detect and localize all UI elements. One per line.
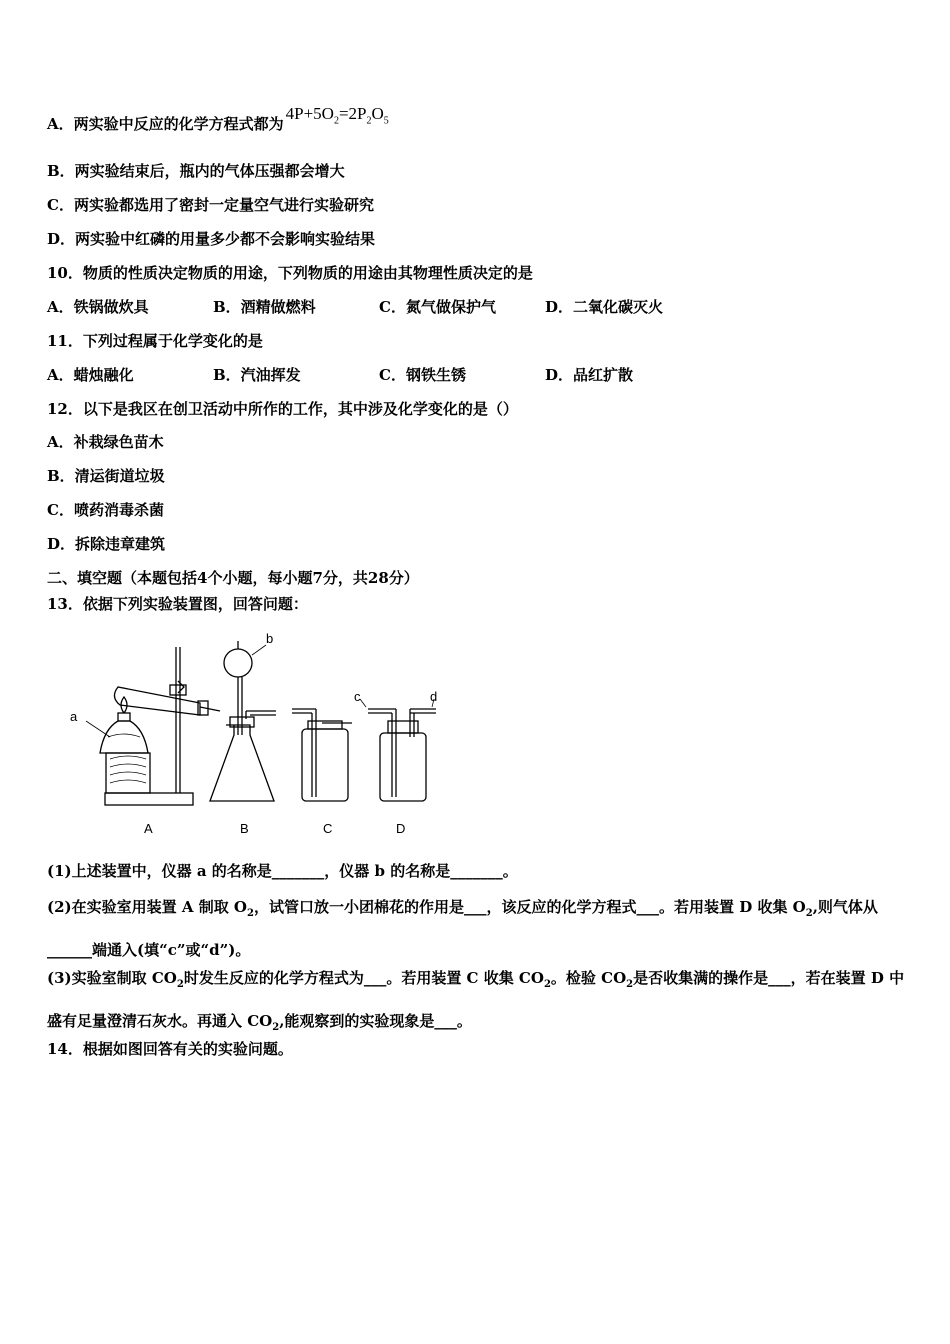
q13-part3-text: 。检验 CO	[550, 969, 627, 987]
q12-option-d: D．拆除违章建筑	[47, 535, 166, 553]
gas-bottle-c	[302, 729, 348, 801]
formula-sub: 2	[333, 115, 339, 127]
q13-part2-text: ，试管口放一小团棉花的作用是___，该反应的化学方程式___。若用装置 D 收集 O	[253, 898, 806, 916]
q9-option-a-text: A．两实验中反应的化学方程式都为	[47, 115, 284, 133]
q10-option-d: D．二氧化碳灭火	[545, 298, 664, 316]
caption-c: C	[323, 821, 333, 836]
q10-option-b: B．酒精做燃料	[213, 298, 316, 316]
subscript: 2	[805, 908, 813, 919]
formula-sub: 5	[383, 115, 389, 127]
q13-stem: 13．依据下列实验装置图，回答问题：	[47, 595, 308, 613]
formula-part: 4P+5O	[285, 104, 334, 123]
subscript: 2	[626, 979, 634, 990]
gas-bottle-d	[380, 733, 426, 801]
q14-stem: 14．根据如图回答有关的实验问题。	[47, 1040, 293, 1058]
wood-block	[106, 753, 150, 793]
q13-part2-text: ,则气体从______端通入(填“c”或“d”)。	[47, 898, 878, 959]
q12-option-b: B．清运街道垃圾	[47, 467, 165, 485]
q13-part3-text: (3)实验室制取 CO	[47, 969, 177, 987]
formula-part: =2P	[338, 104, 367, 123]
section-heading: 二、填空题（本题包括4个小题，每小题7分，共28分）	[47, 569, 419, 587]
q12-option-c: C．喷药消毒杀菌	[47, 501, 164, 519]
separatory-funnel	[224, 649, 252, 677]
q13-part3-text: 是否收集满的操作是___，若在装置 D 中盛有足量澄清石灰水。再通入 CO	[47, 969, 905, 1030]
label-c: c	[354, 689, 361, 704]
q9-option-a	[47, 104, 389, 141]
q13-part3	[47, 960, 909, 1046]
formula-sub: 2	[366, 115, 372, 127]
formula-part: O	[371, 104, 384, 123]
q12-stem: 12．以下是我区在创卫活动中所作的工作，其中涉及化学变化的是（）	[47, 400, 518, 418]
q11-stem: 11．下列过程属于化学变化的是	[47, 332, 263, 350]
q11-option-a: A．蜡烛融化	[47, 366, 134, 384]
q10-options	[47, 297, 711, 317]
q10-option-c: C．氮气做保护气	[379, 298, 496, 316]
stand-base	[105, 793, 193, 805]
q9-option-c: C．两实验都选用了密封一定量空气进行实验研究	[47, 196, 374, 214]
q10-stem: 10．物质的性质决定物质的用途，下列物质的用途由其物理性质决定的是	[47, 264, 533, 282]
q11-options	[47, 365, 711, 385]
q12-option-a: A．补栽绿色苗木	[47, 433, 164, 451]
caption-a: A	[144, 821, 153, 836]
label-a: a	[70, 709, 78, 724]
q10-option-a: A．铁锅做炊具	[47, 298, 149, 316]
alcohol-lamp	[100, 721, 148, 753]
q9-option-d: D．两实验中红磷的用量多少都不会影响实验结果	[47, 230, 376, 248]
conical-flask	[210, 725, 274, 801]
subscript: 2	[272, 1022, 280, 1033]
q11-option-b: B．汽油挥发	[213, 366, 301, 384]
caption-d: D	[396, 821, 406, 836]
subscript: 2	[543, 979, 551, 990]
q13-part3-text: ,能观察到的实验现象是___。	[279, 1012, 472, 1030]
label-b: b	[266, 631, 274, 646]
caption-b: B	[240, 821, 249, 836]
test-tube	[114, 687, 200, 715]
q13-part1: (1)上述装置中，仪器 a 的名称是_______，仪器 b 的名称是_______。	[47, 862, 518, 880]
q13-apparatus-figure	[60, 625, 460, 845]
subscript: 2	[247, 908, 254, 919]
label-d: d	[430, 689, 438, 704]
q11-option-d: D．品红扩散	[545, 366, 634, 384]
q13-part2-text: (2)在实验室用装置 A 制取 O	[47, 898, 248, 916]
q9-formula	[285, 104, 389, 127]
q11-option-c: C．钢铁生锈	[379, 366, 466, 384]
subscript: 2	[176, 979, 184, 990]
q9-option-b: B．两实验结束后，瓶内的气体压强都会增大	[47, 162, 345, 180]
q13-part2	[47, 889, 909, 968]
q13-part3-text: 时发生反应的化学方程式为___。若用装置 C 收集 CO	[183, 969, 544, 987]
